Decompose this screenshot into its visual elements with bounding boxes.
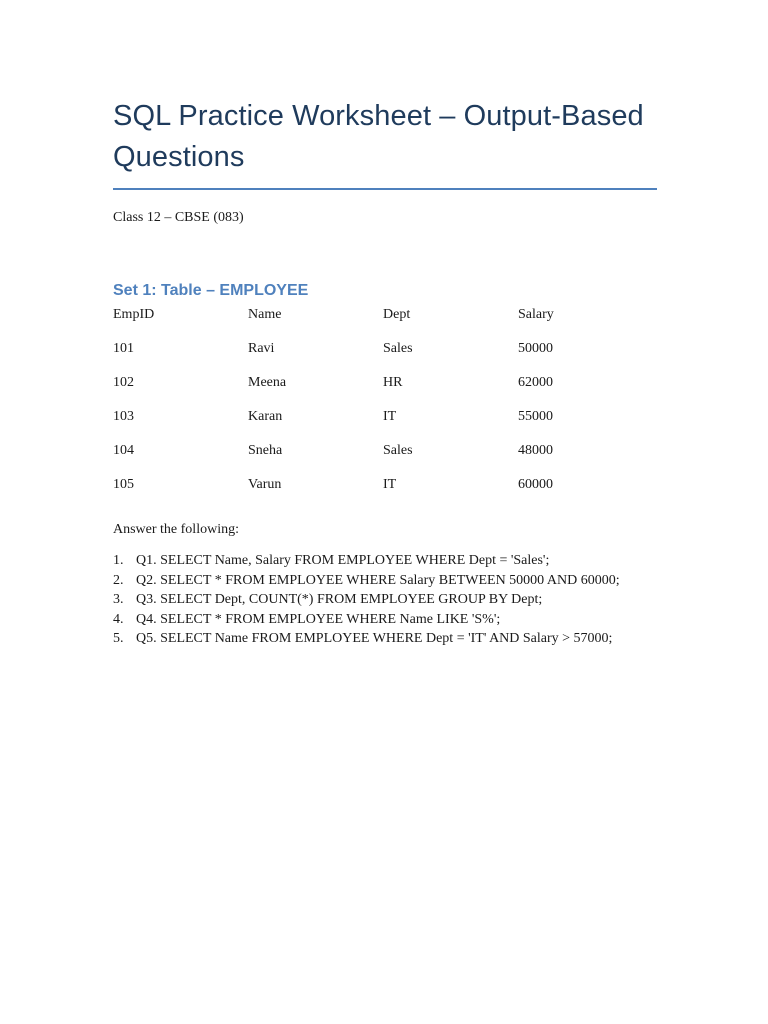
table-row [113, 475, 653, 509]
table-row [113, 441, 653, 475]
list-item [113, 551, 657, 571]
table-cell: Sales [383, 443, 413, 458]
employee-table [113, 305, 653, 509]
table-cell: IT [383, 409, 397, 424]
table-cell: 101 [113, 341, 134, 356]
list-item [113, 610, 657, 630]
list-number: 1. [113, 553, 124, 568]
table-cell: IT [383, 477, 397, 492]
list-item [113, 571, 657, 591]
list-number: 3. [113, 592, 124, 607]
table-cell: Ravi [248, 341, 275, 356]
worksheet-page [113, 96, 657, 649]
table-row [113, 339, 653, 373]
table-cell: 60000 [518, 477, 553, 492]
list-item [113, 629, 657, 649]
column-header: Salary [518, 307, 554, 322]
column-header: Name [248, 307, 282, 322]
list-number: 2. [113, 572, 124, 588]
table-row [113, 373, 653, 407]
table-row [113, 407, 653, 441]
table-cell: Meena [248, 375, 287, 390]
page-title: SQL Practice Worksheet – Output-Based Questions [113, 100, 644, 173]
question-text: Q1. SELECT Name, Salary FROM EMPLOYEE WHERE Dept = 'Sales'; [136, 553, 550, 568]
table-cell: 55000 [518, 409, 553, 424]
list-number: 4. [113, 611, 124, 627]
question-text: Q2. SELECT * FROM EMPLOYEE WHERE Salary BETWEEN 50000 AND 60000; [136, 572, 620, 588]
table-cell: 62000 [518, 375, 553, 390]
list-item [113, 590, 657, 610]
table-cell: 50000 [518, 341, 553, 356]
table-cell: 104 [113, 443, 134, 458]
class-subtitle: Class 12 – CBSE (083) [113, 210, 244, 225]
table-cell: Varun [248, 477, 282, 492]
table-cell: Sneha [248, 443, 283, 458]
table-cell: 105 [113, 477, 134, 492]
table-cell: Karan [248, 409, 283, 424]
table-cell: HR [383, 375, 403, 390]
table-cell: 48000 [518, 443, 553, 458]
table-cell: 102 [113, 375, 134, 390]
column-header: EmpID [113, 307, 155, 322]
question-list [113, 551, 657, 649]
table-header-row [113, 305, 653, 339]
table-cell: 103 [113, 409, 134, 424]
section-heading: Set 1: Table – EMPLOYEE [113, 282, 309, 299]
question-text: Q4. SELECT * FROM EMPLOYEE WHERE Name LIKE 'S%'; [136, 611, 501, 627]
answer-intro: Answer the following: [113, 522, 239, 537]
list-number: 5. [113, 631, 124, 646]
table-cell: Sales [383, 341, 413, 356]
column-header: Dept [383, 307, 411, 322]
question-text: Q3. SELECT Dept, COUNT(*) FROM EMPLOYEE GROUP BY Dept; [136, 592, 543, 607]
title-divider [113, 188, 657, 190]
question-text: Q5. SELECT Name FROM EMPLOYEE WHERE Dept = 'IT' AND Salary > 57000; [136, 631, 613, 646]
